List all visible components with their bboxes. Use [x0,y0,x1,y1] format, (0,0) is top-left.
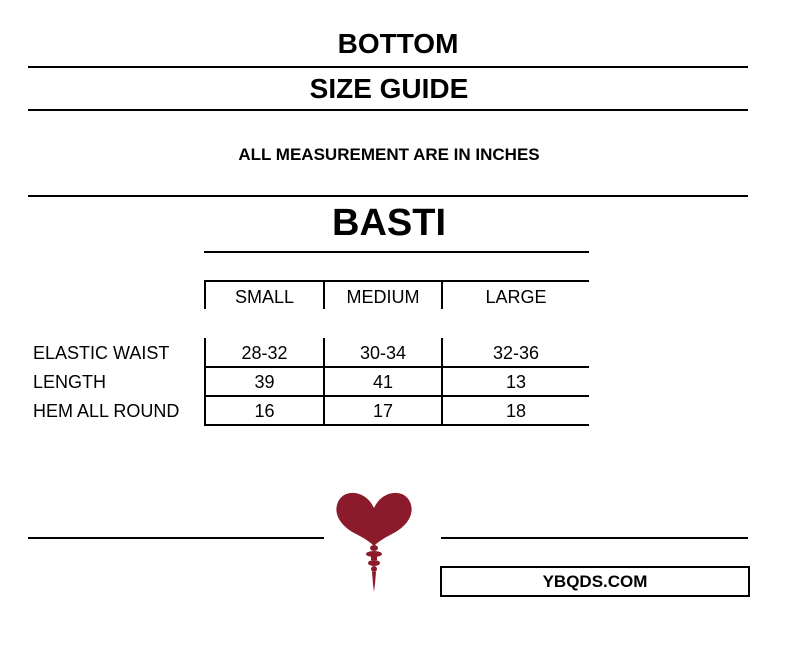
row-label-length: LENGTH [33,372,107,392]
product-name: BASTI [332,202,446,244]
website-link[interactable]: YBQDS.COM [440,566,750,597]
heart-emblem-icon [330,484,418,594]
page-subtitle: SIZE GUIDE [309,73,469,104]
table-header-line [204,280,589,282]
row-label-hem-all-round: HEM ALL ROUND [33,401,180,421]
table-bottom-line [204,424,589,426]
table-row-line [204,366,589,368]
table-cell: 13 [505,372,527,392]
column-header-large: LARGE [485,287,547,307]
divider [28,109,748,111]
table-cell: 30-34 [359,343,407,363]
page-title: BOTTOM [337,28,459,59]
column-header-medium: MEDIUM [346,287,420,307]
table-cell: 18 [505,401,527,421]
table-cell: 28-32 [241,343,288,363]
footer-divider-right [441,537,748,539]
table-cell: 39 [254,372,275,392]
divider [28,66,748,68]
column-header-small: SMALL [234,287,295,307]
divider [28,195,748,197]
measurement-note: ALL MEASUREMENT ARE IN INCHES [238,145,540,164]
footer-divider-left [28,537,324,539]
table-cell: 41 [372,372,394,392]
row-label-elastic-waist: ELASTIC WAIST [33,343,170,363]
table-cell: 17 [372,401,394,421]
table-cell: 16 [254,401,275,421]
table-row-line [204,395,589,397]
table-cell: 32-36 [492,343,540,363]
product-underline [204,251,589,253]
